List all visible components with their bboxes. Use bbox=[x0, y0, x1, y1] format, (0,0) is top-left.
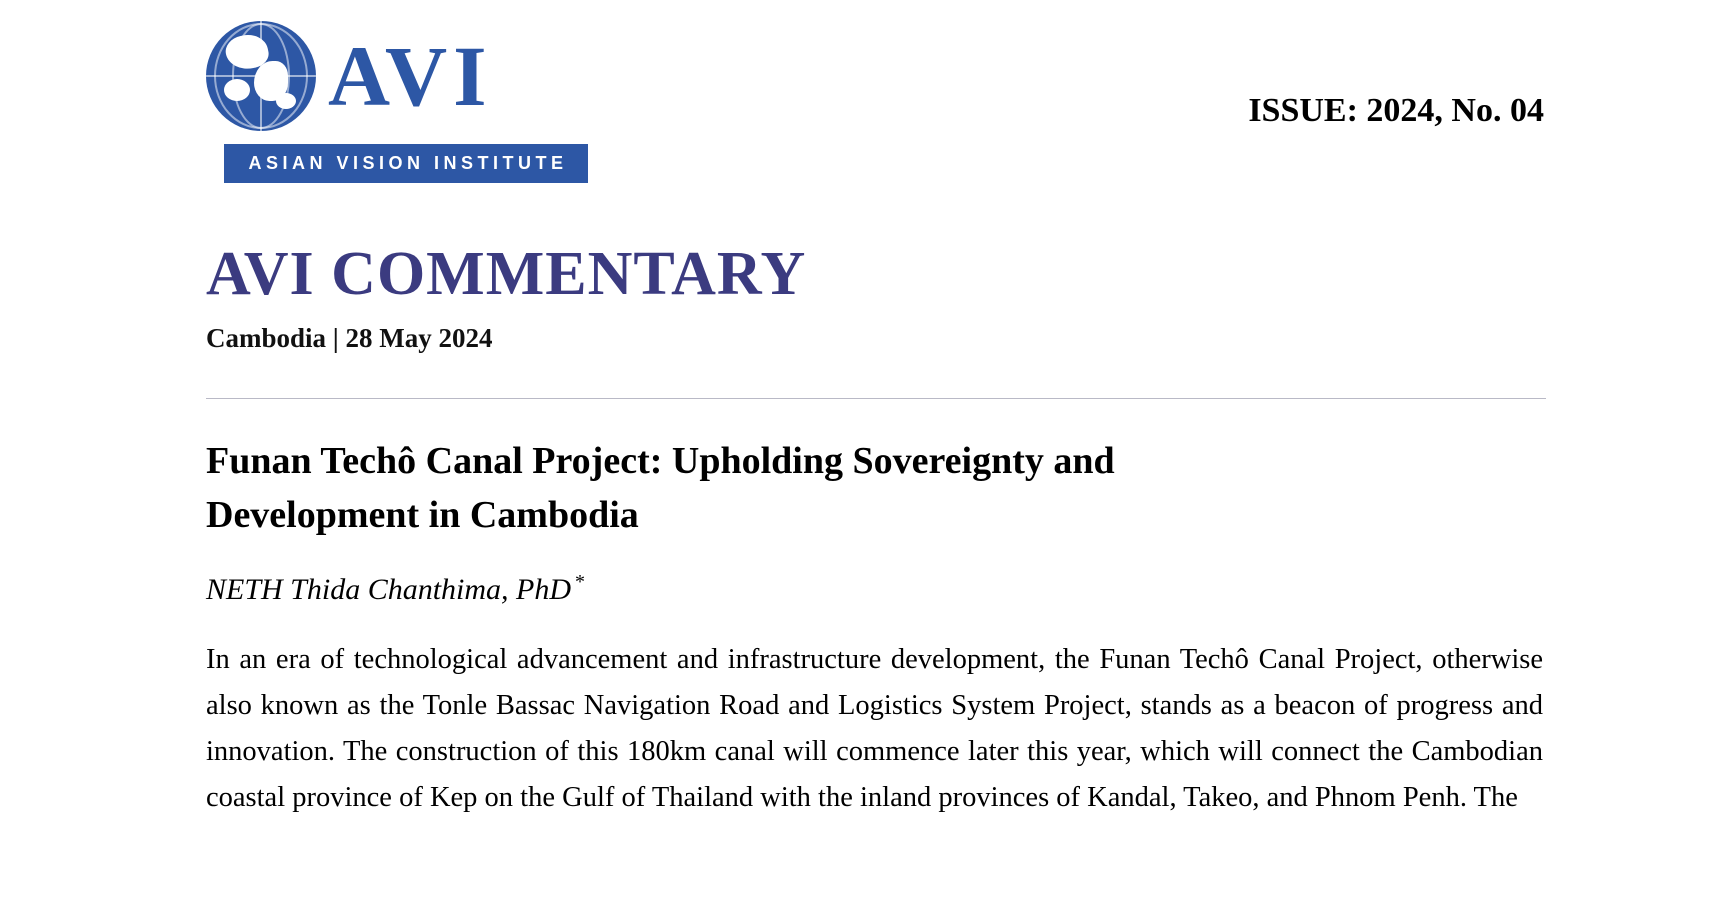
article-byline bbox=[206, 571, 1544, 607]
header-divider bbox=[206, 398, 1546, 399]
article-title: Funan Techô Canal Project: Upholding Sovereignty and Development in Cambodia bbox=[206, 440, 1115, 537]
globe-icon bbox=[206, 21, 316, 131]
masthead-title: AVI COMMENTARY bbox=[206, 240, 807, 308]
avi-logo bbox=[206, 16, 606, 183]
author-name: NETH Thida Chanthima, PhD bbox=[206, 573, 572, 606]
issue-label: ISSUE: 2024, No. 04 bbox=[1248, 92, 1544, 129]
logo-wordmark: AVI bbox=[328, 28, 493, 124]
masthead-subline: Cambodia | 28 May 2024 bbox=[206, 323, 493, 354]
logo-main-row bbox=[206, 16, 606, 136]
logo-tagline: ASIAN VISION INSTITUTE bbox=[224, 144, 588, 183]
document-header bbox=[206, 0, 1544, 210]
article-paragraph-1: In an era of technological advancement and infrastructure development, the Funan Techô Canal Project, otherwise also known as the Tonle Bassac Navigation Road and Logistics System Project, stands as a beacon of progress and innovation. The construction of this 180km canal will commence later this year, which will connect the Cambodian coastal province of Kep on the Gulf of Thailand with the inland provinces of Kandal, Takeo, and Phnom Penh. The bbox=[206, 644, 1543, 814]
author-footnote-marker: * bbox=[575, 571, 586, 593]
